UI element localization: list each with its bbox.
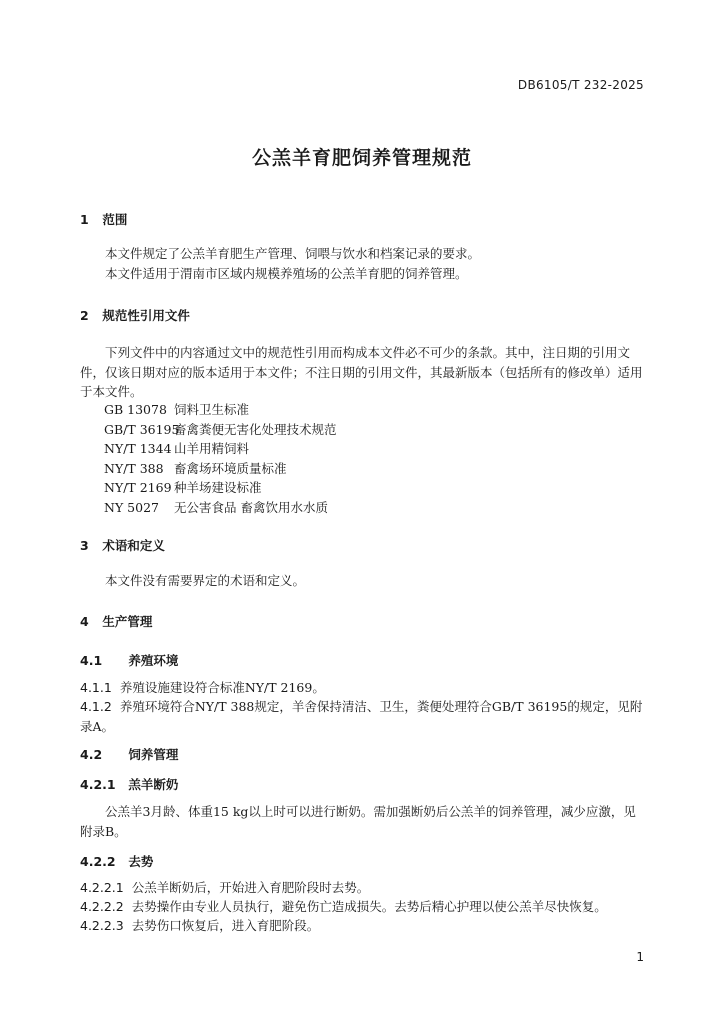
reference-code: NY/T 388 bbox=[104, 460, 164, 476]
page-number: 1 bbox=[636, 950, 644, 964]
clause-number: 4.1.2 bbox=[80, 699, 112, 714]
section-title: 规范性引用文件 bbox=[102, 308, 190, 323]
section-number: 2 bbox=[80, 308, 89, 323]
section-number: 4.2.1 bbox=[80, 777, 116, 792]
section-1-paragraph-1: 本文件规定了公羔羊育肥生产管理、饲喂与饮水和档案记录的要求。 bbox=[105, 246, 481, 261]
section-number: 1 bbox=[80, 212, 89, 227]
section-number: 4.2.2 bbox=[80, 854, 116, 869]
clause-number: 4.2.2.3 bbox=[80, 918, 124, 933]
clause-4-2-2-1 bbox=[80, 878, 645, 898]
reference-name: 山羊用精饲料 bbox=[174, 441, 250, 456]
section-title: 饲养管理 bbox=[128, 747, 179, 762]
reference-item bbox=[104, 459, 337, 479]
reference-code: NY/T 1344 bbox=[104, 441, 172, 456]
section-3-paragraph-1: 本文件没有需要界定的术语和定义。 bbox=[105, 573, 306, 588]
reference-item bbox=[104, 478, 337, 498]
section-4-2-heading bbox=[80, 745, 178, 763]
section-4-2-1-heading bbox=[80, 775, 178, 793]
section-title: 范围 bbox=[102, 212, 128, 227]
clause-4-1-1 bbox=[80, 678, 645, 698]
section-2-heading bbox=[80, 306, 190, 324]
clause-text: 养殖环境符合NY/T 388规定，羊舍保持清洁、卫生，粪便处理符合GB/T 36195的规定，见附录A。 bbox=[80, 699, 643, 734]
clause-text: 公羔羊断奶后，开始进入育肥阶段时去势。 bbox=[131, 880, 370, 895]
clause-4-2-2-3 bbox=[80, 916, 645, 936]
reference-item bbox=[104, 420, 337, 440]
reference-name: 种羊场建设标准 bbox=[174, 480, 262, 495]
section-title: 去势 bbox=[128, 854, 154, 869]
section-4-1-heading bbox=[80, 651, 178, 669]
section-4-2-2-heading bbox=[80, 852, 153, 870]
section-1-heading bbox=[80, 210, 127, 228]
clause-text: 养殖设施建设符合标准NY/T 2169。 bbox=[119, 680, 325, 695]
clause-text: 去势伤口恢复后，进入育肥阶段。 bbox=[131, 918, 320, 933]
section-title: 术语和定义 bbox=[102, 538, 165, 553]
clause-number: 4.2.2.1 bbox=[80, 880, 124, 895]
reference-code: NY/T 2169 bbox=[104, 480, 172, 495]
reference-item bbox=[104, 498, 337, 518]
clause-text: 去势操作由专业人员执行，避免伤亡造成损失。去势后精心护理以使公羔羊尽快恢复。 bbox=[131, 899, 607, 914]
reference-code: GB 13078 bbox=[104, 402, 167, 417]
reference-name: 无公害食品 畜禽饮用水水质 bbox=[174, 499, 328, 515]
clause-number: 4.2.2.2 bbox=[80, 899, 124, 914]
reference-name: 饲料卫生标准 bbox=[174, 402, 250, 417]
section-3-heading bbox=[80, 536, 165, 554]
reference-item bbox=[104, 400, 337, 420]
section-number: 4 bbox=[80, 614, 89, 629]
section-number: 3 bbox=[80, 538, 89, 553]
reference-item bbox=[104, 439, 337, 459]
reference-name: 畜禽场环境质量标准 bbox=[174, 460, 287, 476]
clause-4-1-2 bbox=[80, 697, 645, 736]
section-1-paragraph-2: 本文件适用于渭南市区域内规模养殖场的公羔羊育肥的饲养管理。 bbox=[105, 266, 468, 281]
normative-reference-list bbox=[104, 400, 337, 517]
section-4-2-1-paragraph: 公羔羊3月龄、体重15 kg以上时可以进行断奶。需加强断奶后公羔羊的饲养管理，减少应激，见附录B。 bbox=[80, 804, 636, 839]
section-title: 养殖环境 bbox=[128, 653, 179, 668]
reference-code: GB/T 36195 bbox=[104, 421, 180, 437]
standard-code: DB6105/T 232-2025 bbox=[517, 78, 644, 92]
section-number: 4.2 bbox=[80, 747, 103, 762]
document-title: 公羔羊育肥饲养管理规范 bbox=[251, 147, 472, 169]
section-4-heading bbox=[80, 612, 152, 630]
section-number: 4.1 bbox=[80, 653, 103, 668]
reference-name: 畜禽粪便无害化处理技术规范 bbox=[174, 421, 337, 437]
section-title: 羔羊断奶 bbox=[128, 777, 179, 792]
clause-4-2-2-2 bbox=[80, 897, 645, 917]
section-title: 生产管理 bbox=[102, 614, 153, 629]
reference-code: NY 5027 bbox=[104, 499, 159, 515]
section-2-paragraph-1: 下列文件中的内容通过文中的规范性引用而构成本文件必不可少的条款。其中，注日期的引用文件，仅该日期对应的版本适用于本文件；不注日期的引用文件，其最新版本（包括所有的修改单）适用于本文件。 bbox=[80, 345, 643, 399]
clause-number: 4.1.1 bbox=[80, 680, 112, 695]
